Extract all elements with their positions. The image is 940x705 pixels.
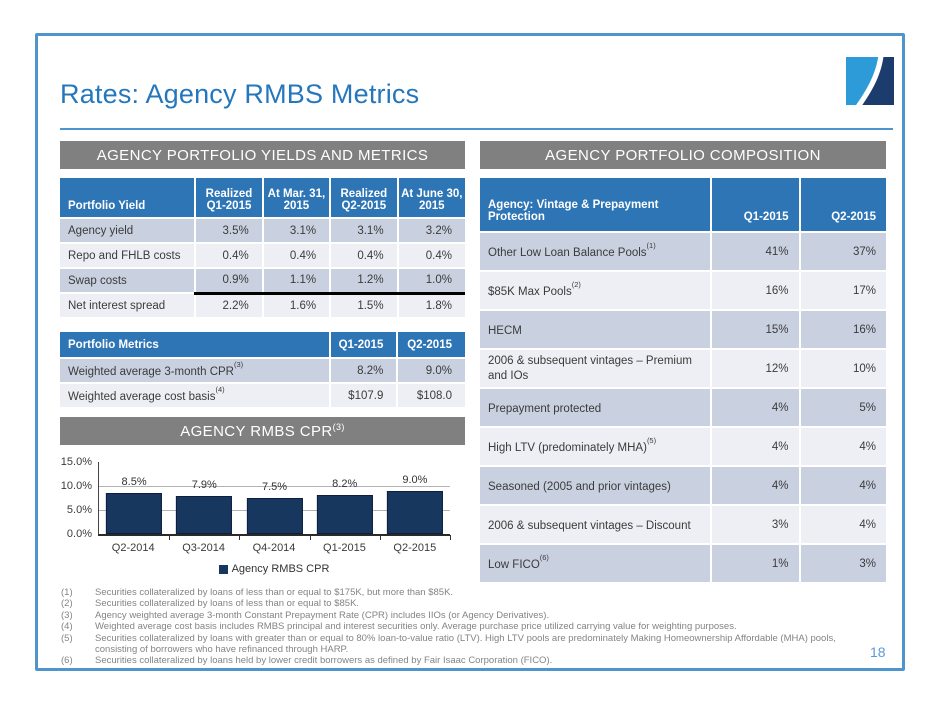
cell: 4% (800, 466, 886, 505)
column-header: Realized Q1-2015 (195, 178, 262, 218)
table-row (480, 466, 886, 505)
column-header: Q1-2015 (330, 332, 398, 358)
footnote-ref: (2) (571, 280, 581, 290)
footnote (58, 655, 876, 666)
column-header: Q2-2015 (800, 178, 886, 232)
column-header: Portfolio Metrics (60, 332, 330, 358)
bar-value-label: 7.9% (191, 479, 217, 492)
footnote (58, 587, 876, 598)
table-row (60, 358, 465, 383)
footnote-text: Securities collateralized by loans held by lower credit borrowers as defined by Fair Isaac Corporation (FICO). (95, 655, 553, 667)
footnote (58, 633, 876, 656)
y-axis-tick: 5.0% (66, 504, 92, 517)
footnote (58, 621, 876, 632)
bar-q1-2015 (317, 495, 373, 534)
cpr-bar-chart (60, 456, 465, 575)
cell: 3.1% (330, 218, 397, 243)
table-row (60, 268, 465, 293)
bar-q3-2014 (176, 496, 232, 534)
footnote-text: Agency weighted average 3-month Constant Prepayment Rate (CPR) includes IIOs (or Agency Derivatives). (95, 609, 550, 621)
row-label: Net interest spread (60, 293, 195, 318)
row-label: Weighted average cost basis$^{(4)}$ (60, 383, 330, 408)
footnote-text: Securities collateralized by loans of less than or equal to $175K, but more than $85K. (95, 587, 454, 598)
bar-slot (310, 462, 380, 534)
cell: 1.5% (330, 293, 397, 318)
footnote-number: (6) (61, 655, 73, 667)
cell: 3.5% (195, 218, 262, 243)
footnote-number: (4) (61, 621, 73, 633)
chart-title: AGENCY RMBS CPR (180, 422, 333, 440)
x-axis-label: Q4-2014 (252, 542, 296, 554)
column-header: Realized Q2-2015 (330, 178, 397, 218)
row-label: Low FICO$^{(6)}$ (480, 544, 711, 583)
cell: 10% (800, 349, 886, 388)
y-axis-tick: 15.0% (60, 456, 92, 468)
legend-swatch-icon (219, 565, 228, 574)
table-header-row (60, 178, 465, 218)
bar-slot (380, 462, 450, 534)
cell: 1.1% (263, 268, 330, 293)
column-header: Q2-2015 (397, 332, 465, 358)
bars (99, 462, 450, 534)
table-row (60, 218, 465, 243)
cell: 0.4% (398, 243, 465, 268)
cell: 4% (800, 505, 886, 544)
bar-q2-2015 (387, 491, 443, 534)
cell: 4% (711, 388, 799, 427)
page-number: 18 (870, 644, 886, 660)
cell: 3.1% (263, 218, 330, 243)
table-row (480, 232, 886, 271)
row-label: 2006 & subsequent vintages – Premium and IOs (480, 349, 711, 388)
legend-label: Agency RMBS CPR (231, 563, 330, 575)
section-header-composition-label: AGENCY PORTFOLIO COMPOSITION (545, 146, 821, 164)
section-header-cpr-chart (60, 417, 465, 445)
column-header: Agency: Vintage & Prepayment Protection (480, 178, 711, 232)
table-row (480, 388, 886, 427)
title-divider (60, 128, 893, 130)
bar-value-label: 7.5% (261, 481, 288, 493)
column-header: At Mar. 31, 2015 (263, 178, 330, 218)
section-header-composition (480, 141, 886, 169)
x-axis-label: Q3-2014 (182, 542, 226, 554)
x-axis-labels (98, 542, 450, 554)
bar-q2-2014 (106, 493, 162, 534)
column-header: At June 30, 2015 (398, 178, 465, 218)
portfolio-metrics-table (60, 332, 465, 409)
cell: 1.8% (398, 293, 465, 318)
cell: 3% (711, 505, 799, 544)
footnote-ref: (4) (215, 385, 225, 395)
footnote-number: (3) (61, 609, 73, 621)
footnote-ref: (3) (234, 360, 244, 370)
row-label: High LTV (predominately MHA)$^{(5)}$ (480, 427, 711, 466)
cell: 4% (711, 427, 799, 466)
row-label: Seasoned (2005 and prior vintages) (480, 466, 711, 505)
table-header-row (60, 332, 465, 358)
cell: 1.6% (263, 293, 330, 318)
table-row (480, 310, 886, 349)
table-row (60, 243, 465, 268)
cell: 17% (800, 271, 886, 310)
y-axis-tick: 0.0% (66, 528, 92, 540)
row-label: Other Low Loan Balance Pools$^{(1)}$ (480, 232, 711, 271)
footnote-ref: (3) (332, 422, 345, 432)
footnote-ref: (6) (539, 553, 549, 563)
row-label: Agency yield (60, 218, 195, 243)
cell: 1.2% (330, 268, 397, 293)
column-header: Q1-2015 (711, 178, 799, 232)
left-column (60, 141, 465, 575)
bar-value-label: 9.0% (402, 473, 428, 486)
x-axis-label: Q2-2014 (111, 542, 155, 554)
x-axis-label: Q1-2015 (323, 542, 366, 554)
cell: 16% (711, 271, 799, 310)
right-column (480, 141, 886, 584)
cell: 5% (800, 388, 886, 427)
table-row (480, 427, 886, 466)
section-header-yields-label: AGENCY PORTFOLIO YIELDS AND METRICS (96, 146, 429, 164)
row-label: $85K Max Pools$^{(2)}$ (480, 271, 711, 310)
footnote-number: (1) (61, 587, 73, 598)
cell: 15% (711, 310, 799, 349)
cell: $108.0 (397, 383, 465, 408)
cell: $107.9 (330, 383, 398, 408)
bar-slot (169, 462, 239, 534)
cell: 37% (800, 232, 886, 271)
bar-q4-2014 (246, 498, 302, 534)
row-label: 2006 & subsequent vintages – Discount (480, 505, 711, 544)
row-label: Prepayment protected (480, 388, 711, 427)
row-label: Repo and FHLB costs (60, 243, 195, 268)
cell: 12% (711, 349, 799, 388)
table-row (480, 505, 886, 544)
bar-value-label: 8.2% (332, 477, 358, 490)
cell: 0.4% (330, 243, 397, 268)
footnote-number: (5) (61, 632, 73, 644)
footnotes (58, 587, 876, 667)
cell: 4% (711, 466, 799, 505)
footnote-ref: (5) (646, 436, 657, 446)
row-label: HECM (480, 310, 711, 349)
cell: 9.0% (397, 358, 465, 383)
portfolio-yield-table (60, 178, 465, 319)
cell: 3.2% (398, 218, 465, 243)
table-header-row (480, 178, 886, 232)
bar-value-label: 8.5% (121, 476, 147, 489)
y-axis-tick: 10.0% (60, 480, 92, 492)
cell: 1.0% (398, 268, 465, 293)
table-row (480, 349, 886, 388)
cell: 0.4% (263, 243, 330, 268)
footnote-text: Securities collateralized by loans with greater than or equal to 80% loan-to-value ratio (LTV). High LTV pools are predominately Making Homeownership Affordable (MHA) pools, consisting of borrowers who have refinanced through HARP. (95, 632, 836, 655)
row-label: Swap costs (60, 268, 195, 293)
chart-legend (98, 563, 450, 575)
section-header-yields (60, 141, 465, 169)
bar-slot (99, 462, 169, 534)
table-row (60, 383, 465, 408)
column-header: Portfolio Yield (60, 178, 195, 218)
cell: 0.4% (195, 243, 262, 268)
footnote (58, 598, 876, 609)
row-label: Weighted average 3-month CPR$^{(3)}$ (60, 358, 330, 383)
cell: 8.2% (330, 358, 398, 383)
cell: 1% (711, 544, 799, 583)
footnote (58, 610, 876, 621)
table-row (480, 271, 886, 310)
cell: 2.2% (195, 293, 262, 318)
page-title: Rates: Agency RMBS Metrics (60, 79, 420, 109)
cell: 41% (711, 232, 799, 271)
footnote-text: Weighted average cost basis includes RMBS principal and interest securities only. Average purchase price utilized carrying value for weighting purposes. (95, 621, 737, 633)
company-logo-icon (846, 57, 894, 105)
chart-plot-area (60, 456, 450, 540)
cell: 3% (800, 544, 886, 583)
bar-slot (239, 462, 309, 534)
footnote-number: (2) (61, 598, 73, 610)
cell: 0.9% (195, 268, 262, 293)
x-axis-label: Q2-2015 (393, 542, 437, 554)
footnote-ref: (1) (646, 241, 656, 251)
composition-table (480, 178, 886, 584)
table-row (480, 544, 886, 583)
table-row-total (60, 293, 465, 318)
footnote-text: Securities collateralized by loans of less than or equal to $85K. (95, 598, 360, 610)
cell: 16% (800, 310, 886, 349)
cell: 4% (800, 427, 886, 466)
